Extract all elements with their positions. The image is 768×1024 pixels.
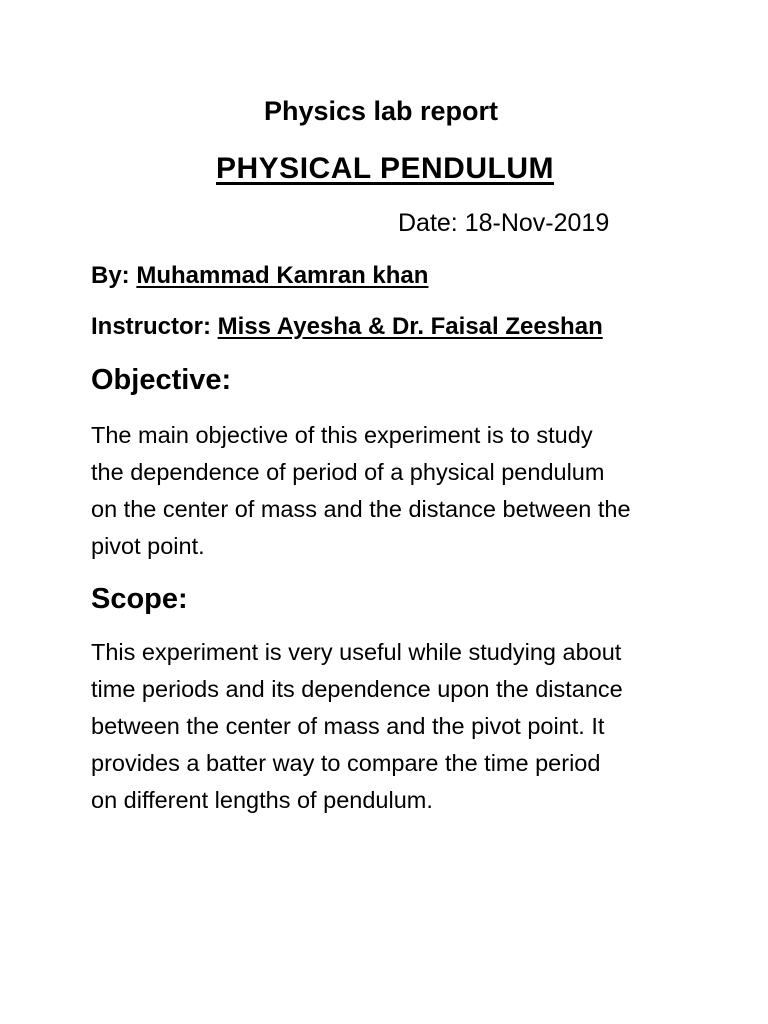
objective-line: pivot point.: [91, 533, 205, 559]
author-name: Muhammad Kamran khan: [136, 262, 429, 289]
report-date: Date: 18-Nov-2019: [398, 209, 610, 237]
author-row: [91, 262, 428, 290]
scope-line: time periods and its dependence upon the distance: [91, 676, 623, 702]
scope-line: on different lengths of pendulum.: [91, 787, 433, 813]
instructor-label: Instructor:: [91, 313, 211, 340]
page-title: PHYSICAL PENDULUM: [216, 152, 554, 185]
scope-line: provides a batter way to compare the time period: [91, 750, 601, 776]
scope-line: between the center of mass and the pivot point. It: [91, 713, 605, 739]
report-label: Physics lab report: [263, 96, 499, 126]
objective-paragraph: [91, 417, 701, 565]
scope-paragraph: [91, 634, 701, 819]
objective-line: the dependence of period of a physical pendulum: [91, 459, 605, 485]
scope-heading: Scope:: [91, 583, 188, 615]
instructor-names: Miss Ayesha & Dr. Faisal Zeeshan: [217, 313, 603, 340]
objective-heading: Objective:: [91, 364, 232, 396]
author-label: By:: [91, 262, 130, 289]
instructor-row: [91, 313, 603, 341]
objective-line: The main objective of this experiment is to study: [91, 422, 593, 448]
objective-line: on the center of mass and the distance between the: [91, 496, 631, 522]
scope-line: This experiment is very useful while studying about: [91, 639, 622, 665]
